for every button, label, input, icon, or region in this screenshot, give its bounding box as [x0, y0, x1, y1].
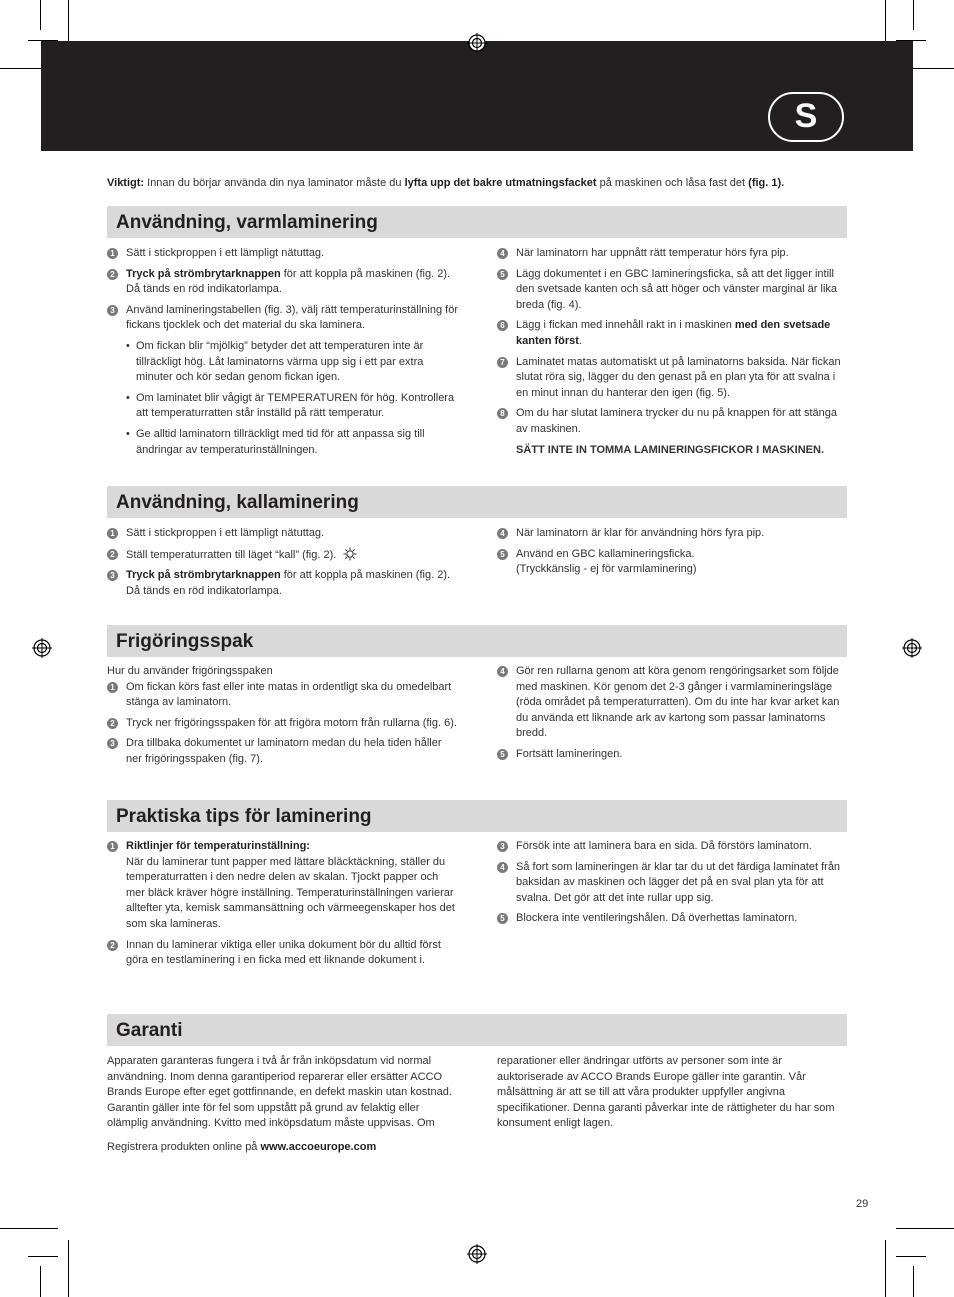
list-item: 3 Tryck på strömbrytarknappen för att koppla på maskinen (fig. 2). Då tänds en röd indikatorlampa.: [107, 568, 459, 599]
step-number: 1: [107, 841, 118, 852]
warranty-left-column: [107, 1054, 452, 1156]
step-number: 2: [107, 269, 118, 280]
page-number: 29: [856, 1198, 869, 1210]
step-number: 6: [497, 320, 508, 331]
list-item: 5 Lägg dokumentet i en GBC lamineringsficka, så att det ligger intill den svetsade kanten och så att höger och vänster marginal är lika breda (fig. 4).: [497, 267, 842, 314]
step-number: 1: [107, 528, 118, 539]
list-item: 2 Innan du laminerar viktiga eller unika dokument bör du alltid först göra en testlaminering i en ficka med ett liknande dokument i.: [107, 938, 459, 969]
release-right-column: [497, 664, 842, 768]
language-badge: S: [768, 92, 844, 142]
lead-text: Hur du använder frigöringsspaken: [107, 665, 273, 677]
cold-setting-icon: [343, 547, 357, 561]
list-item: 2 Tryck på strömbrytarknappen för att koppla på maskinen (fig. 2). Då tänds en röd indikatorlampa.: [107, 267, 459, 298]
step-number: 3: [107, 305, 118, 316]
step-number: 2: [107, 549, 118, 560]
intro-notice: Viktigt: Innan du börjar använda din nya laminator måste du lyfta upp det bakre utmatningsfacket på maskinen och låsa fast det (fig. 1).: [107, 177, 785, 189]
registration-mark-icon: [467, 1244, 487, 1264]
cold-right-column: [497, 526, 842, 583]
list-item: 3 Använd lamineringstabellen (fig. 3), välj rätt temperaturinställning för fickans tjocklek och det material du ska laminera.: [107, 303, 459, 334]
bullet-item: • Om fickan blir “mjölkig” betyder det att temperaturen inte är tillräckligt hög. Låt laminatorns värma upp sig i ett par extra minuter och kör sedan genom fickan igen.: [107, 339, 459, 386]
list-item: 3 Dra tillbaka dokumentet ur laminatorn medan du hela tiden håller ner frigöringsspaken (fig. 7).: [107, 736, 459, 767]
step-number: 1: [107, 682, 118, 693]
registration-mark-icon: [32, 638, 52, 658]
crop-mark: [68, 1240, 69, 1297]
list-item: 4 När laminatorn är klar för användning hörs fyra pip.: [497, 526, 842, 542]
warranty-text: reparationer eller ändringar utförts av personer som inte är auktoriserade av ACCO Brands Europe gäller inte garantin. Vår målsättning är att se till att våra produkter uppfyller angivna specifikationer. Denna garanti påverkar inte de rättigheter du har som konsument enligt lagen.: [497, 1055, 835, 1130]
register-text: Registrera produkten online på www.accoeurope.com: [107, 1140, 377, 1153]
crop-mark: [913, 1266, 914, 1297]
section-heading-warranty: Garanti: [107, 1014, 847, 1046]
list-item: 1 Om fickan körs fast eller inte matas in ordentligt ska du omedelbart stänga av laminatorn.: [107, 680, 459, 711]
bullet-item: • Om laminatet blir vågigt är TEMPERATUREN för hög. Kontrollera att temperaturratten står inställd på rätt temperatur.: [107, 391, 459, 422]
warm-right-column: [497, 246, 842, 458]
registration-mark-icon: [467, 33, 487, 53]
section-heading-warm: Användning, varmlaminering: [107, 206, 847, 238]
step-number: 2: [107, 940, 118, 951]
list-item: 5 Använd en GBC kallamineringsficka. (Tryckkänslig - ej för varmlaminering): [497, 547, 842, 578]
crop-mark: [40, 1266, 41, 1297]
crop-mark: [28, 1256, 58, 1257]
step-number: 3: [107, 738, 118, 749]
step-number: 5: [497, 269, 508, 280]
crop-mark: [896, 1256, 926, 1257]
step-number: 3: [107, 570, 118, 581]
step-number: 5: [497, 549, 508, 560]
list-item: 2 Tryck ner frigöringsspaken för att frigöra motorn från rullarna (fig. 6).: [107, 716, 459, 732]
list-item: 2 Ställ temperaturratten till läget “kall” (fig. 2).: [107, 547, 459, 564]
list-item: 1 Sätt i stickproppen i ett lämpligt nätuttag.: [107, 246, 459, 262]
step-number: 4: [497, 862, 508, 873]
bullet-item: • Ge alltid laminatorn tillräckligt med tid för att anpassa sig till ändringar av temperaturinställningen.: [107, 427, 459, 458]
crop-mark: [896, 1228, 954, 1229]
list-item: 5 Blockera inte ventileringshålen. Då överhettas laminatorn.: [497, 911, 842, 927]
step-number: 4: [497, 248, 508, 259]
list-item: 1 Riktlinjer för temperaturinställning: När du laminerar tunt papper med lättare bläcktäckning, ställer du temperaturratten i den nedre delen av skalan. Tjockt papper och mer bläck kräver högre inställning. Temperaturinställningen varierar alltefter yta, kemisk sammansättning och värmeegenskaper hos det som ska lamineras.: [107, 839, 459, 933]
step-number: 7: [497, 357, 508, 368]
list-item: 4 När laminatorn har uppnått rätt temperatur hörs fyra pip.: [497, 246, 842, 262]
warning-note: SÄTT INTE IN TOMMA LAMINERINGSFICKOR I MASKINEN.: [516, 443, 824, 456]
step-number: 8: [497, 408, 508, 419]
step-number: 4: [497, 666, 508, 677]
list-item: 8 Om du har slutat laminera trycker du nu på knappen för att stänga av maskinen.: [497, 406, 842, 437]
step-number: 5: [497, 749, 508, 760]
list-item: 7 Laminatet matas automatiskt ut på laminatorns baksida. När fickan slutat röra sig, lägger du den genast på en plan yta för att svalna i en minut innan du hanterar den igen (fig. 5).: [497, 355, 842, 402]
cold-left-column: [107, 526, 459, 604]
step-number: 3: [497, 841, 508, 852]
section-heading-release: Frigöringsspak: [107, 625, 847, 657]
list-item: 4 Gör ren rullarna genom att köra genom rengöringsarket som följde med maskinen. Kör genom det 2-3 gånger i varmlamineringsläge (röda området på temperaturratten). Om du inte har kvar arket kan du använda ett liknande ark av kartong som passar laminatorns bredd.: [497, 664, 842, 742]
section-heading-tips: Praktiska tips för laminering: [107, 800, 847, 832]
website-link: www.accoeurope.com: [260, 1140, 377, 1153]
step-number: 5: [497, 913, 508, 924]
list-item: 4 Så fort som lamineringen är klar tar du ut det färdiga laminatet från baksidan av maskinen och lägger det på en sval plan yta för att svalna. Det gör att det inte rullar upp sig.: [497, 860, 842, 907]
tips-right-column: [497, 839, 842, 932]
release-left-column: [107, 664, 459, 773]
step-number: 4: [497, 528, 508, 539]
crop-mark: [0, 1228, 58, 1229]
crop-mark: [40, 0, 41, 30]
crop-mark: [913, 0, 914, 30]
list-item: 1 Sätt i stickproppen i ett lämpligt nätuttag.: [107, 526, 459, 542]
warranty-right-column: [497, 1054, 849, 1132]
warranty-text: Apparaten garanteras fungera i två år från inköpsdatum vid normal användning. Inom denna garantiperiod reparerar eller ersätter ACCO Brands Europe efter eget gottfinnande, en defekt maskin utan kostnad. Garantin gäller inte för fel som uppstått på grund av felaktig eller olämplig användning. Kvitto med inköpsdatum måste uppvisas. Om: [107, 1055, 452, 1130]
warm-left-column: [107, 246, 459, 463]
list-item: 6 Lägg i fickan med innehåll rakt in i maskinen med den svetsade kanten först.: [497, 318, 842, 349]
step-number: 2: [107, 718, 118, 729]
list-item: 3 Försök inte att laminera bara en sida. Då förstörs laminatorn.: [497, 839, 842, 855]
tips-left-column: [107, 839, 459, 974]
section-heading-cold: Användning, kallaminering: [107, 486, 847, 518]
registration-mark-icon: [902, 638, 922, 658]
step-number: 1: [107, 248, 118, 259]
list-item: 5 Fortsätt lamineringen.: [497, 747, 842, 763]
crop-mark: [885, 1240, 886, 1297]
